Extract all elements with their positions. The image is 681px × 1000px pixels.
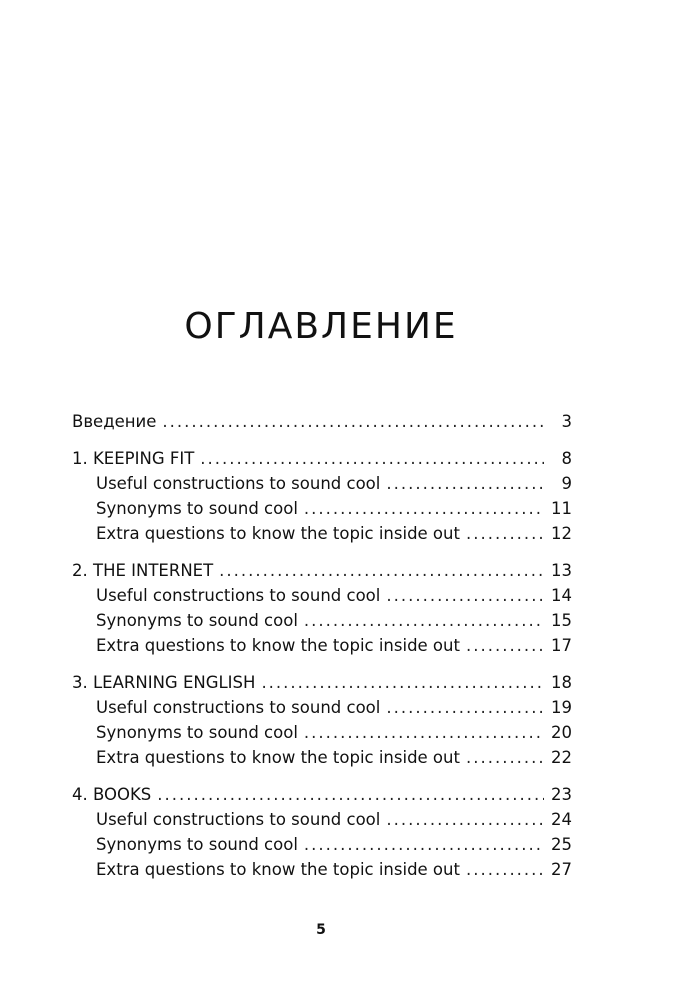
toc-subentry[interactable] (72, 499, 572, 524)
dot-leader (219, 561, 544, 580)
dot-leader (386, 586, 544, 605)
toc-subentry[interactable] (72, 835, 572, 860)
toc-page-number: 14 (551, 586, 572, 605)
dot-leader (466, 860, 544, 879)
table-of-contents (72, 412, 572, 885)
dot-leader (466, 636, 544, 655)
toc-page-number: 11 (551, 499, 572, 518)
toc-page-number: 3 (561, 412, 572, 431)
toc-entry-label: Synonyms to sound cool (96, 611, 298, 630)
dot-leader (304, 723, 544, 742)
toc-entry-label: Useful constructions to sound cool (96, 474, 381, 493)
toc-entry-label: Useful constructions to sound cool (96, 810, 381, 829)
toc-page-number: 12 (551, 524, 572, 543)
toc-page-number: 24 (551, 810, 572, 829)
dot-leader (386, 698, 544, 717)
toc-section-1[interactable] (72, 449, 572, 474)
toc-page-number: 9 (561, 474, 572, 493)
dot-leader (162, 412, 544, 431)
toc-entry-label: Extra questions to know the topic inside out (96, 524, 460, 543)
page-number-footer: 5 (316, 922, 326, 938)
toc-page-number: 20 (551, 723, 572, 742)
toc-section-2[interactable] (72, 561, 572, 586)
toc-subentry[interactable] (72, 698, 572, 723)
dot-leader (386, 474, 544, 493)
toc-entry-label: Extra questions to know the topic inside out (96, 636, 460, 655)
dot-leader (386, 810, 544, 829)
toc-entry-label: Extra questions to know the topic inside out (96, 748, 460, 767)
toc-page-number: 13 (551, 561, 572, 580)
toc-subentry[interactable] (72, 611, 572, 636)
toc-section-4[interactable] (72, 785, 572, 810)
toc-entry-label: Useful constructions to sound cool (96, 698, 381, 717)
toc-subentry[interactable] (72, 723, 572, 748)
toc-subentry[interactable] (72, 524, 572, 549)
dot-leader (466, 524, 544, 543)
toc-section-label: 3. LEARNING ENGLISH (72, 673, 256, 692)
toc-subentry[interactable] (72, 474, 572, 499)
toc-page-number: 18 (551, 673, 572, 692)
toc-subentry[interactable] (72, 748, 572, 773)
toc-entry-intro[interactable] (72, 412, 572, 437)
toc-subentry[interactable] (72, 860, 572, 885)
toc-entry-label: Synonyms to sound cool (96, 723, 298, 742)
toc-section-3[interactable] (72, 673, 572, 698)
toc-section-label: 1. KEEPING FIT (72, 449, 195, 468)
dot-leader (304, 499, 544, 518)
toc-entry-label: Synonyms to sound cool (96, 499, 298, 518)
page-title: ОГЛАВЛЕНИЕ (184, 306, 458, 347)
toc-subentry[interactable] (72, 636, 572, 661)
toc-page-number: 17 (551, 636, 572, 655)
toc-section-label: 4. BOOKS (72, 785, 152, 804)
toc-page-number: 27 (551, 860, 572, 879)
toc-page-number: 8 (561, 449, 572, 468)
toc-subentry[interactable] (72, 810, 572, 835)
dot-leader (304, 835, 544, 854)
toc-page-number: 25 (551, 835, 572, 854)
dot-leader (157, 785, 544, 804)
dot-leader (466, 748, 544, 767)
toc-entry-label: Extra questions to know the topic inside out (96, 860, 460, 879)
toc-subentry[interactable] (72, 586, 572, 611)
dot-leader (304, 611, 544, 630)
toc-page-number: 22 (551, 748, 572, 767)
dot-leader (200, 449, 544, 468)
toc-page-number: 19 (551, 698, 572, 717)
toc-entry-label: Useful constructions to sound cool (96, 586, 381, 605)
toc-entry-label: Synonyms to sound cool (96, 835, 298, 854)
toc-entry-label: Введение (72, 412, 157, 431)
dot-leader (261, 673, 544, 692)
toc-section-label: 2. THE INTERNET (72, 561, 214, 580)
toc-page-number: 23 (551, 785, 572, 804)
toc-page-number: 15 (551, 611, 572, 630)
